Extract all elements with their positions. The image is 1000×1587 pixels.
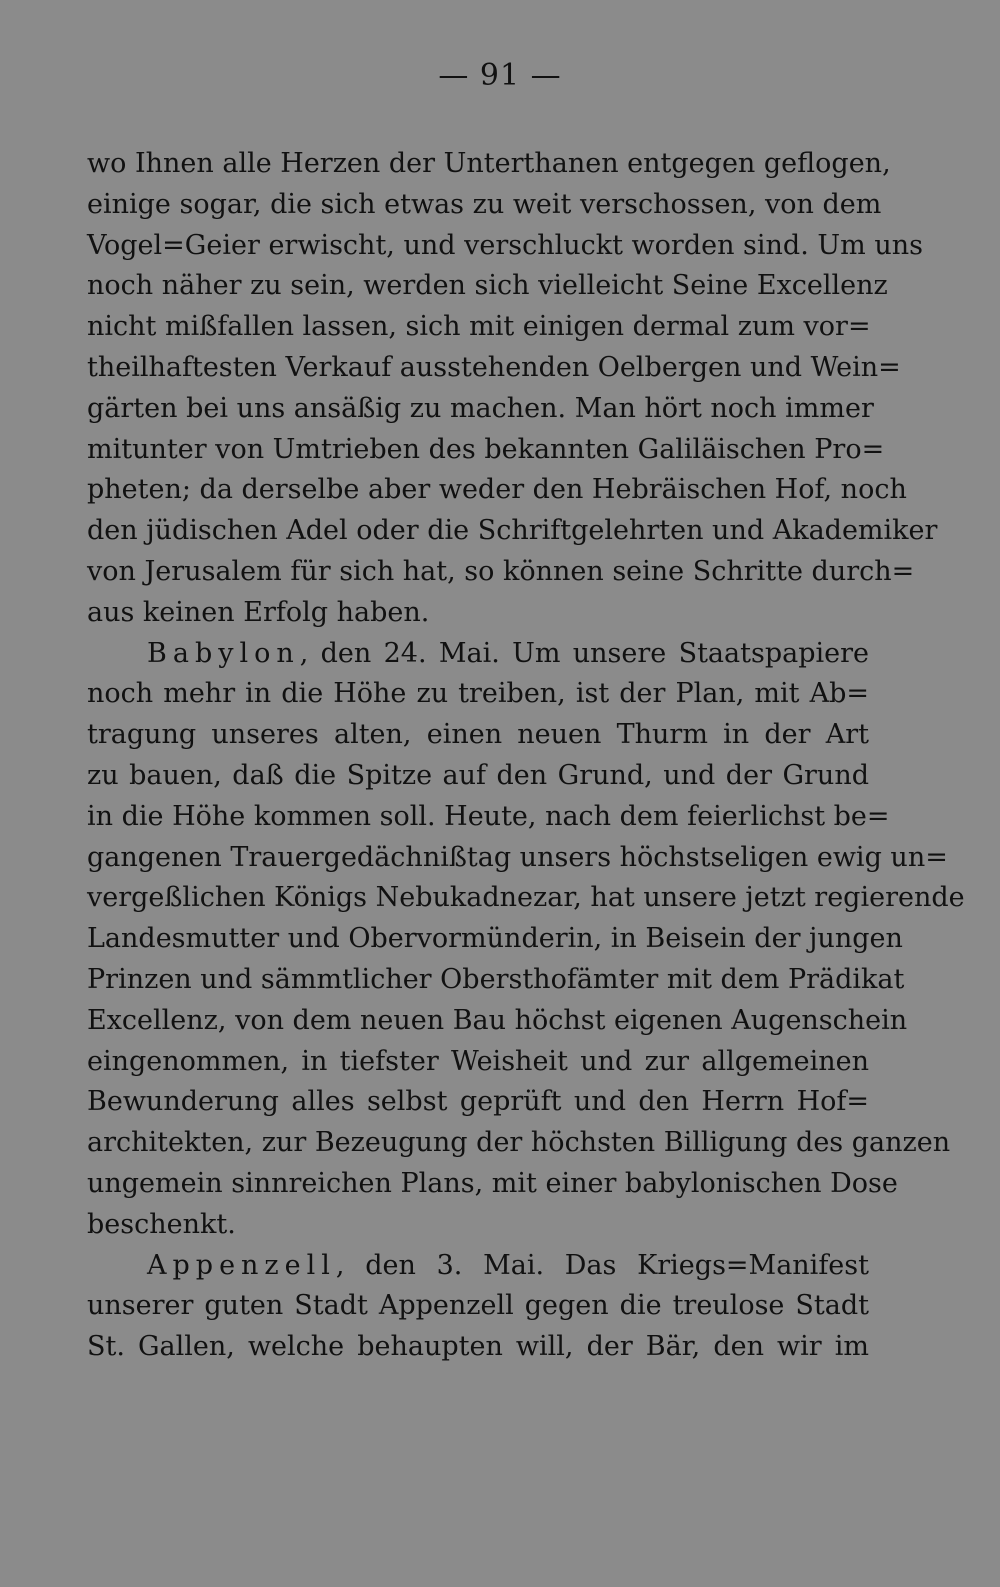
text-line: Excellenz, von dem neuen Bau höchst eigenen Augenschein (87, 1004, 908, 1036)
text-line: in die Höhe kommen soll. Heute, nach dem feierlichst be= (87, 800, 890, 832)
text-line: wo Ihnen alle Herzen der Unterthanen entgegen geflogen, (87, 148, 891, 179)
text-line: aus keinen Erfolg haben. (87, 596, 430, 628)
text-line: architekten, zur Bezeugung der höchsten Billigung des ganzen (87, 1127, 951, 1159)
dateline-place: Appenzell (147, 1249, 336, 1281)
text-line: von Jerusalem für sich hat, so können seine Schritte durch= (87, 555, 915, 587)
dateline-text: , den 24. Mai. Um unsere Staatspapiere (299, 637, 869, 669)
text-line: Prinzen und sämmtlicher Obersthofämter mit dem Prädikat (87, 963, 905, 995)
text-line: Vogel=Geier erwischt, und verschluckt worden sind. Um uns (87, 229, 923, 261)
text-line: Landesmutter und Obervormünderin, in Beisein der jungen (87, 923, 903, 955)
text-line: noch näher zu sein, werden sich vielleicht Seine Excellenz (87, 270, 888, 302)
text-line: St. Gallen, welche behaupten will, der Bär, den wir im (87, 1331, 869, 1363)
text-line: ungemein sinnreichen Plans, mit einer babylonischen Dose (87, 1167, 898, 1199)
text-line: zu bauen, daß die Spitze auf den Grund, und der Grund (87, 759, 869, 791)
text-line (87, 634, 869, 675)
text-line: gangenen Trauergedächnißtag unsers höchstseligen ewig un= (87, 841, 948, 873)
dateline-place: Babylon (147, 637, 300, 669)
text-line: noch mehr in die Höhe zu treiben, ist der Plan, mit Ab= (87, 678, 869, 710)
text-line: tragung unseres alten, einen neuen Thurm in der Art (87, 719, 869, 751)
page-number: — 91 — (438, 58, 562, 93)
text-line: theilhaftesten Verkauf ausstehenden Oelbergen und Wein= (87, 351, 901, 383)
dateline-text: , den 3. Mai. Das Kriegs=Manifest (335, 1249, 869, 1281)
text-line (87, 1246, 869, 1287)
body-text (87, 144, 965, 1368)
text-line: nicht mißfallen lassen, sich mit einigen dermal zum vor= (87, 311, 871, 343)
paragraph-3 (87, 1246, 869, 1368)
text-line: einige sogar, die sich etwas zu weit verschossen, von dem (87, 188, 882, 220)
text-line: pheten; da derselbe aber weder den Hebräischen Hof, noch (87, 474, 907, 506)
paragraph-2 (87, 634, 965, 1246)
text-line: Bewunderung alles selbst geprüft und den Herrn Hof= (87, 1086, 869, 1118)
text-line: vergeßlichen Königs Nebukadnezar, hat unsere jetzt regierende (87, 882, 965, 914)
text-line: beschenkt. (87, 1208, 236, 1240)
paragraph-1 (87, 144, 938, 634)
text-line: den jüdischen Adel oder die Schriftgelehrten und Akademiker (87, 515, 938, 547)
text-line: unserer guten Stadt Appenzell gegen die treulose Stadt (87, 1290, 869, 1322)
text-line: mitunter von Umtrieben des bekannten Galiläischen Pro= (87, 433, 885, 465)
text-line: gärten bei uns ansäßig zu machen. Man hört noch immer (87, 392, 874, 424)
text-line: eingenommen, in tiefster Weisheit und zur allgemeinen (87, 1045, 869, 1077)
